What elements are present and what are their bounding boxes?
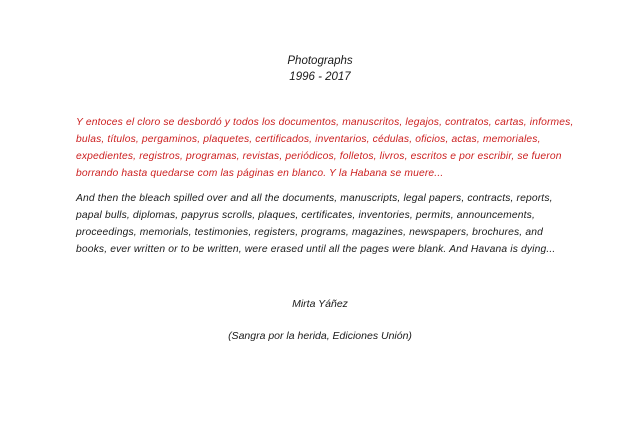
author-name: Mirta Yáñez (292, 298, 348, 310)
spanish-quote: Y entoces el cloro se desbordó y todos los documentos, manuscritos, legajos, contratos, cartas, informes, bulas, títulos, pergaminos, plaquetes, certificados, inventarios, cédulas, oficios, actas, memoriales, expedientes, registros, programas, revistas, periódicos, folletos, livros, escritos e por escribir, se fueron borrando hasta quedarse com las páginas en blanco. Y la Habana se muere... (76, 117, 574, 179)
english-quote: And then the bleach spilled over and all the documents, manuscripts, legal papers, contracts, reports, papal bulls, diplomas, papyrus scrolls, plaques, certificates, inventories, permits, announcements, proceedings, memorials, testimonies, registers, programs, magazines, newspapers, brochures, and books, ever written or to be written, were erased until all the pages were blank. And Havana is dying... (76, 193, 556, 255)
source-citation: (Sangra por la herida, Ediciones Unión) (228, 330, 412, 342)
title-block (0, 53, 640, 85)
date-range: 1996 - 2017 (289, 71, 351, 83)
page-title: Photographs (287, 55, 353, 67)
